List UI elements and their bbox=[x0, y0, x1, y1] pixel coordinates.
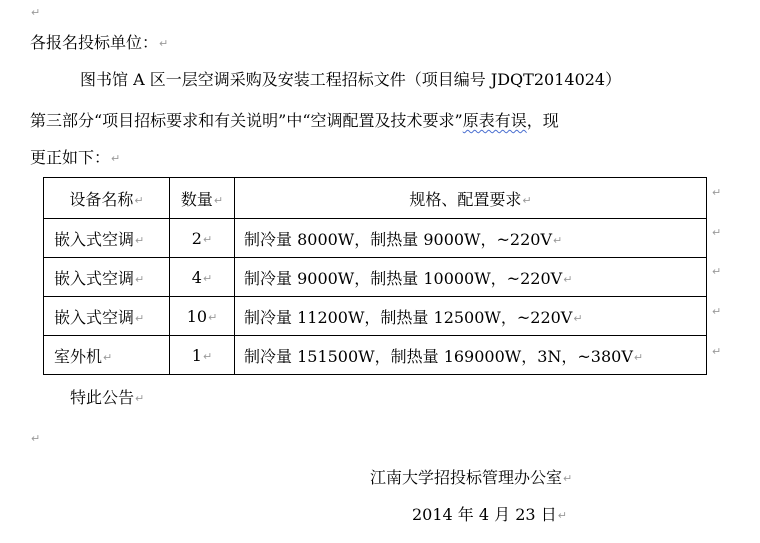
body-line-2: 第三部分“项目招标要求和有关说明”中“空调配置及技术要求”原表有误，现 bbox=[30, 111, 559, 130]
table-row bbox=[44, 297, 707, 336]
row-end-mark-icon: ↵ bbox=[712, 186, 722, 199]
row-end-mark-icon: ↵ bbox=[712, 265, 722, 278]
row-end-mark-icon: ↵ bbox=[712, 305, 722, 318]
body-line-3: 更正如下：↵ bbox=[30, 148, 121, 167]
header-spec: 规格、配置要求↵ bbox=[235, 178, 707, 219]
cell-quantity: 2↵ bbox=[170, 219, 235, 258]
table-row bbox=[44, 258, 707, 297]
blank-line bbox=[30, 428, 40, 449]
grammar-flag: 原表有误 bbox=[462, 111, 527, 130]
salutation: 各报名投标单位：↵ bbox=[30, 33, 169, 52]
paragraph-mark-icon: ↵ bbox=[135, 392, 145, 405]
cell-spec: 制冷量 11200W，制热量 12500W，~220V↵ bbox=[235, 297, 707, 336]
paragraph-mark-icon: ↵ bbox=[111, 152, 121, 165]
paragraph-mark-icon: ↵ bbox=[31, 6, 41, 19]
issue-date: 2014 年 4 月 23 日↵ bbox=[412, 505, 567, 524]
equipment-table bbox=[43, 177, 707, 375]
cell-device-name: 嵌入式空调↵ bbox=[44, 258, 170, 297]
issuer-org: 江南大学招投标管理办公室↵ bbox=[370, 468, 573, 487]
cell-quantity: 4↵ bbox=[170, 258, 235, 297]
table-row bbox=[44, 219, 707, 258]
cell-spec: 制冷量 151500W，制热量 169000W，3N，~380V↵ bbox=[235, 336, 707, 375]
notice-text: 特此公告↵ bbox=[70, 388, 145, 407]
row-end-mark-icon: ↵ bbox=[712, 226, 722, 239]
paragraph-mark-icon: ↵ bbox=[563, 472, 573, 485]
paragraph-mark-icon: ↵ bbox=[31, 432, 41, 445]
row-end-mark-icon: ↵ bbox=[712, 345, 722, 358]
cell-device-name: 嵌入式空调↵ bbox=[44, 297, 170, 336]
paragraph-mark-icon: ↵ bbox=[557, 509, 567, 522]
table-header-row bbox=[44, 178, 707, 219]
paragraph-mark-icon: ↵ bbox=[159, 37, 169, 50]
cell-quantity: 10↵ bbox=[170, 297, 235, 336]
cell-spec: 制冷量 9000W，制热量 10000W，~220V↵ bbox=[235, 258, 707, 297]
cell-device-name: 室外机↵ bbox=[44, 336, 170, 375]
cell-quantity: 1↵ bbox=[170, 336, 235, 375]
cell-spec: 制冷量 8000W，制热量 9000W，~220V↵ bbox=[235, 219, 707, 258]
body-line-1: 图书馆 A 区一层空调采购及安装工程招标文件（项目编号 JDQT2014024） bbox=[80, 70, 622, 89]
cell-device-name: 嵌入式空调↵ bbox=[44, 219, 170, 258]
header-quantity: 数量↵ bbox=[170, 178, 235, 219]
header-device-name: 设备名称↵ bbox=[44, 178, 170, 219]
table-row bbox=[44, 336, 707, 375]
